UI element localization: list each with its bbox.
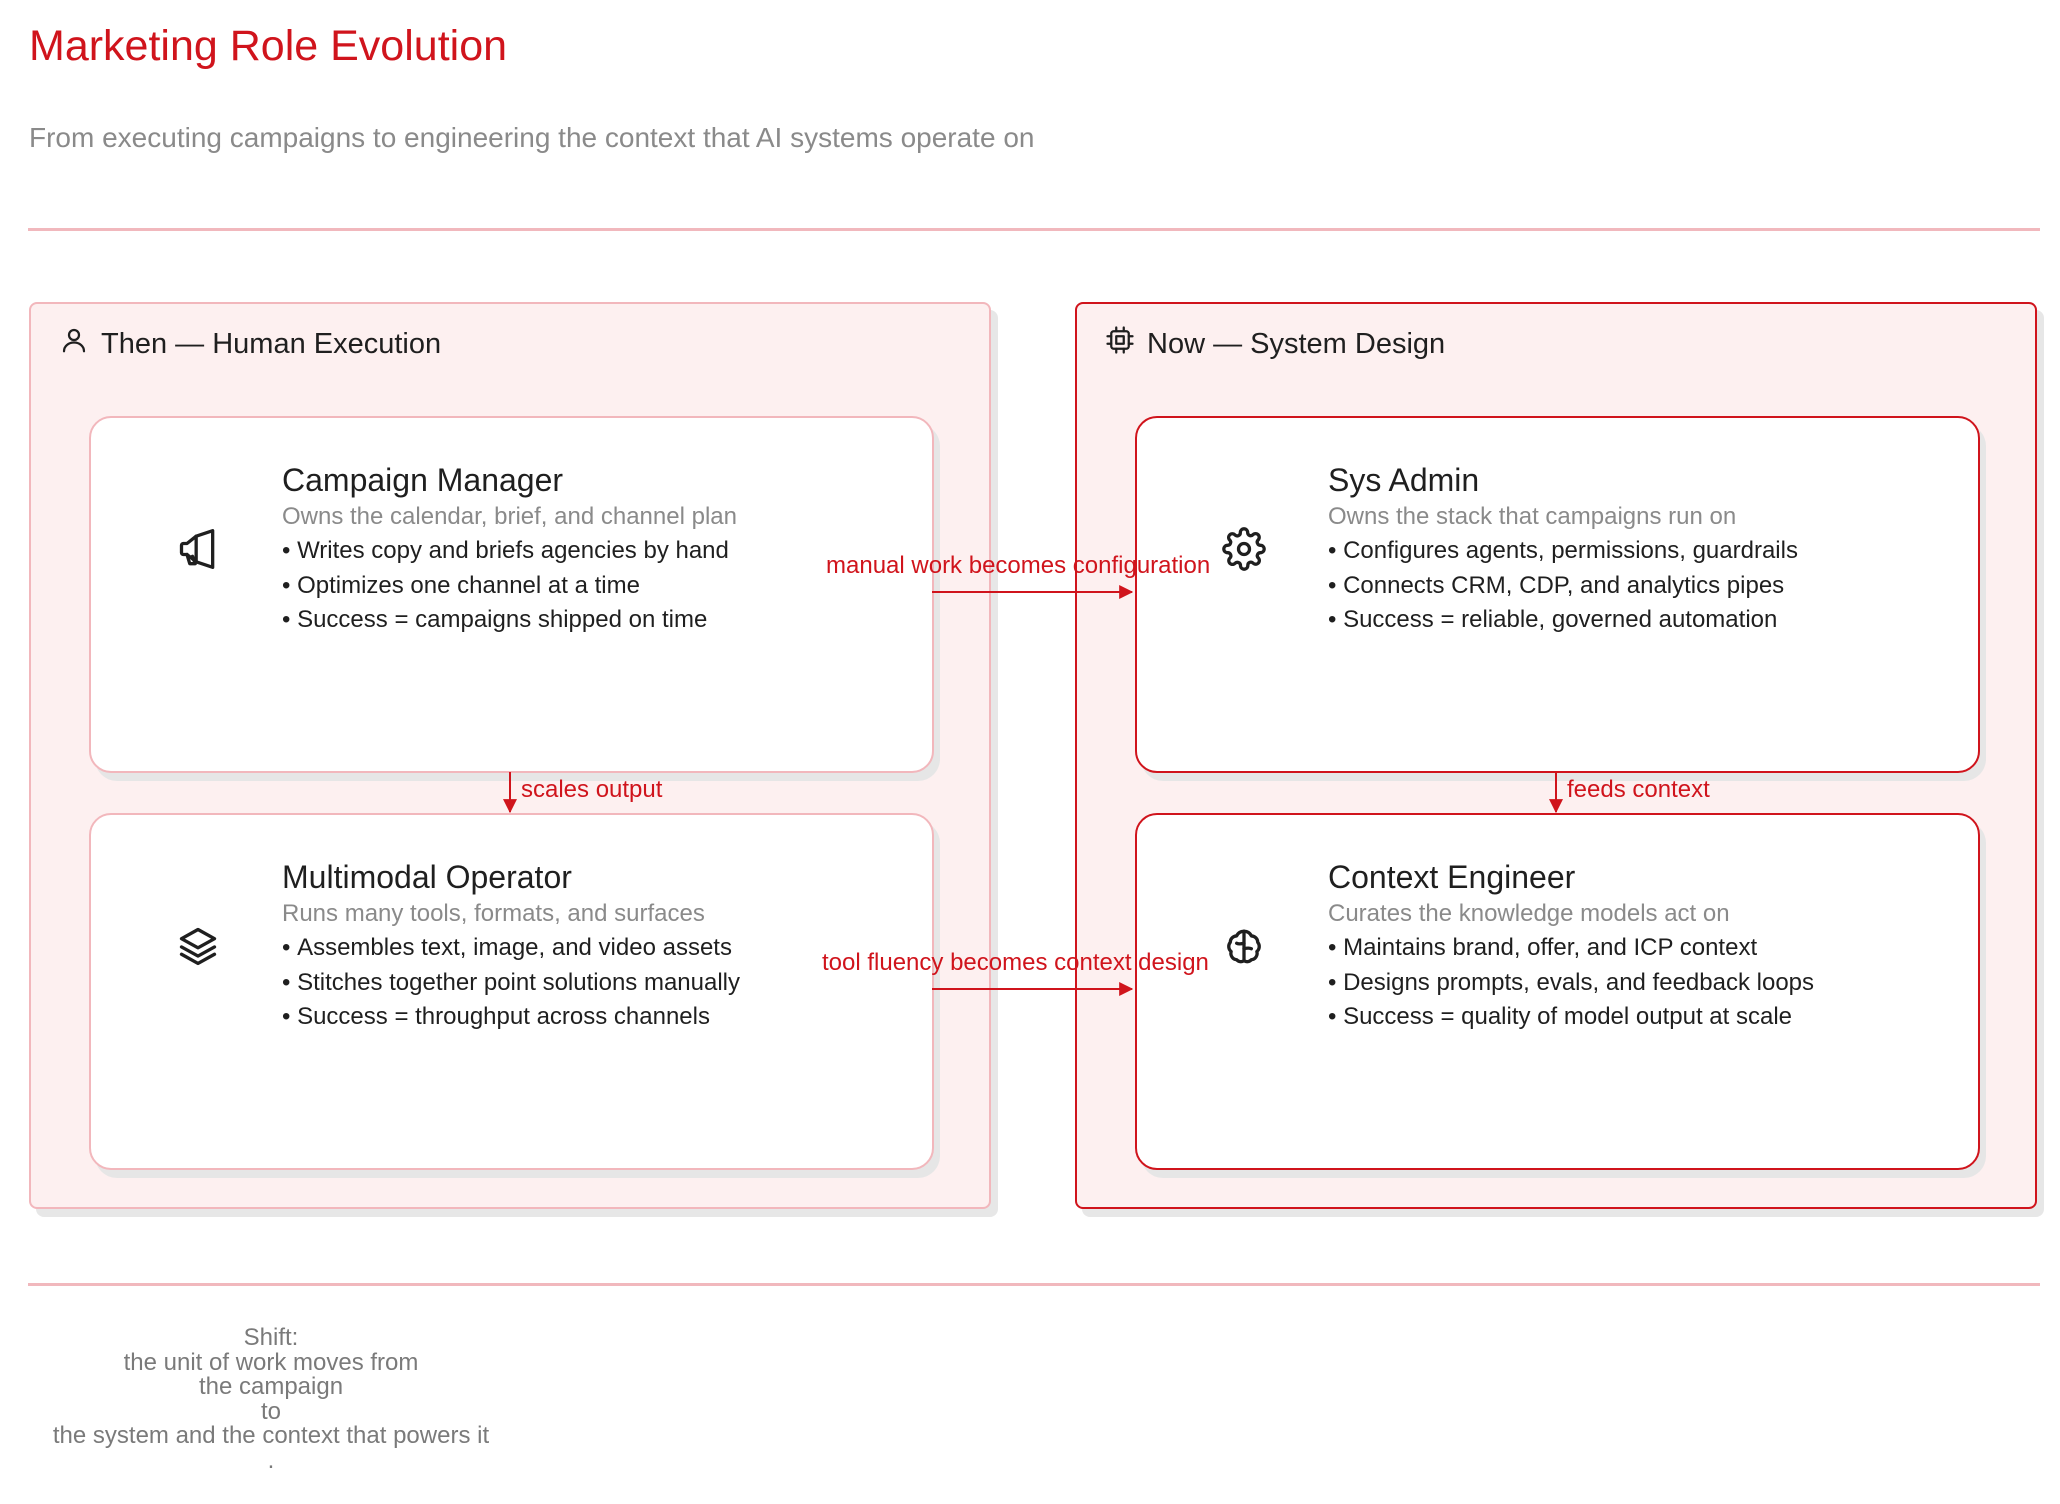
- card-bullets: [282, 534, 737, 638]
- card-bullet: • Success = quality of model output at scale: [1328, 1000, 1814, 1035]
- shift-note-line: the unit of work moves from: [123, 1348, 419, 1376]
- card-description: Owns the stack that campaigns run on: [1328, 503, 1737, 530]
- edge-label-scales-output: scales output: [521, 776, 663, 803]
- card-title: Multimodal Operator: [282, 859, 572, 895]
- shift-note-line: the campaign: [198, 1373, 344, 1401]
- brain-icon: [1222, 924, 1266, 968]
- card-bullet: • Assembles text, image, and video assets: [282, 931, 740, 966]
- card-sys-admin: [1135, 416, 1980, 773]
- gear-icon: [1222, 527, 1266, 571]
- edge-label-tool-to-context: tool fluency becomes context design: [822, 949, 1209, 976]
- card-bullets: [1328, 534, 1798, 638]
- card-bullet: • Connects CRM, CDP, and analytics pipes: [1328, 569, 1798, 604]
- megaphone-icon: [176, 527, 220, 571]
- card-bullet: • Success = campaigns shipped on time: [282, 603, 737, 638]
- group-now-label: Now — System Design: [1147, 327, 1446, 360]
- group-then: [29, 302, 991, 1209]
- card-multimodal-operator: [89, 813, 934, 1170]
- edge-label-manual-to-config: manual work becomes configuration: [826, 552, 1211, 579]
- chip-icon: [1105, 325, 1135, 363]
- layers-icon: [176, 924, 220, 968]
- page-title: Marketing Role Evolution: [29, 22, 508, 70]
- card-title: Campaign Manager: [282, 462, 564, 498]
- card-bullet: • Success = throughput across channels: [282, 1000, 740, 1035]
- card-context-engineer: [1135, 813, 1980, 1170]
- card-bullet: • Designs prompts, evals, and feedback loops: [1328, 966, 1814, 1001]
- card-bullet: • Writes copy and briefs agencies by hand: [282, 534, 737, 569]
- card-bullet: • Success = reliable, governed automation: [1328, 603, 1798, 638]
- edge-label-feeds-context: feeds context: [1567, 776, 1710, 803]
- card-bullet: • Stitches together point solutions manually: [282, 966, 740, 1001]
- card-description: Runs many tools, formats, and surfaces: [282, 900, 705, 927]
- card-bullets: [282, 931, 740, 1035]
- card-description: Owns the calendar, brief, and channel plan: [282, 503, 737, 530]
- card-bullet: • Maintains brand, offer, and ICP context: [1328, 931, 1814, 966]
- page-subtitle: From executing campaigns to engineering the context that AI systems operate on: [29, 122, 1035, 153]
- group-then-header: [59, 324, 441, 364]
- shift-note-line: .: [267, 1446, 275, 1474]
- card-bullets: [1328, 931, 1814, 1035]
- bottom-divider: [28, 1283, 2040, 1286]
- card-description: Curates the knowledge models act on: [1328, 900, 1730, 927]
- group-now: [1075, 302, 2037, 1209]
- top-divider: [28, 228, 2040, 231]
- shift-note-line: to: [260, 1397, 281, 1425]
- person-icon: [59, 325, 89, 363]
- group-now-header: [1105, 324, 1445, 364]
- group-then-label: Then — Human Execution: [101, 327, 442, 360]
- shift-note-line: the system and the context that powers it: [52, 1422, 490, 1450]
- card-bullet: • Optimizes one channel at a time: [282, 569, 737, 604]
- shift-note-line: Shift:: [243, 1324, 299, 1351]
- card-title: Sys Admin: [1328, 462, 1480, 498]
- card-campaign-manager: [89, 416, 934, 773]
- shift-note: [29, 1326, 513, 1474]
- card-title: Context Engineer: [1328, 859, 1576, 895]
- card-bullet: • Configures agents, permissions, guardrails: [1328, 534, 1798, 569]
